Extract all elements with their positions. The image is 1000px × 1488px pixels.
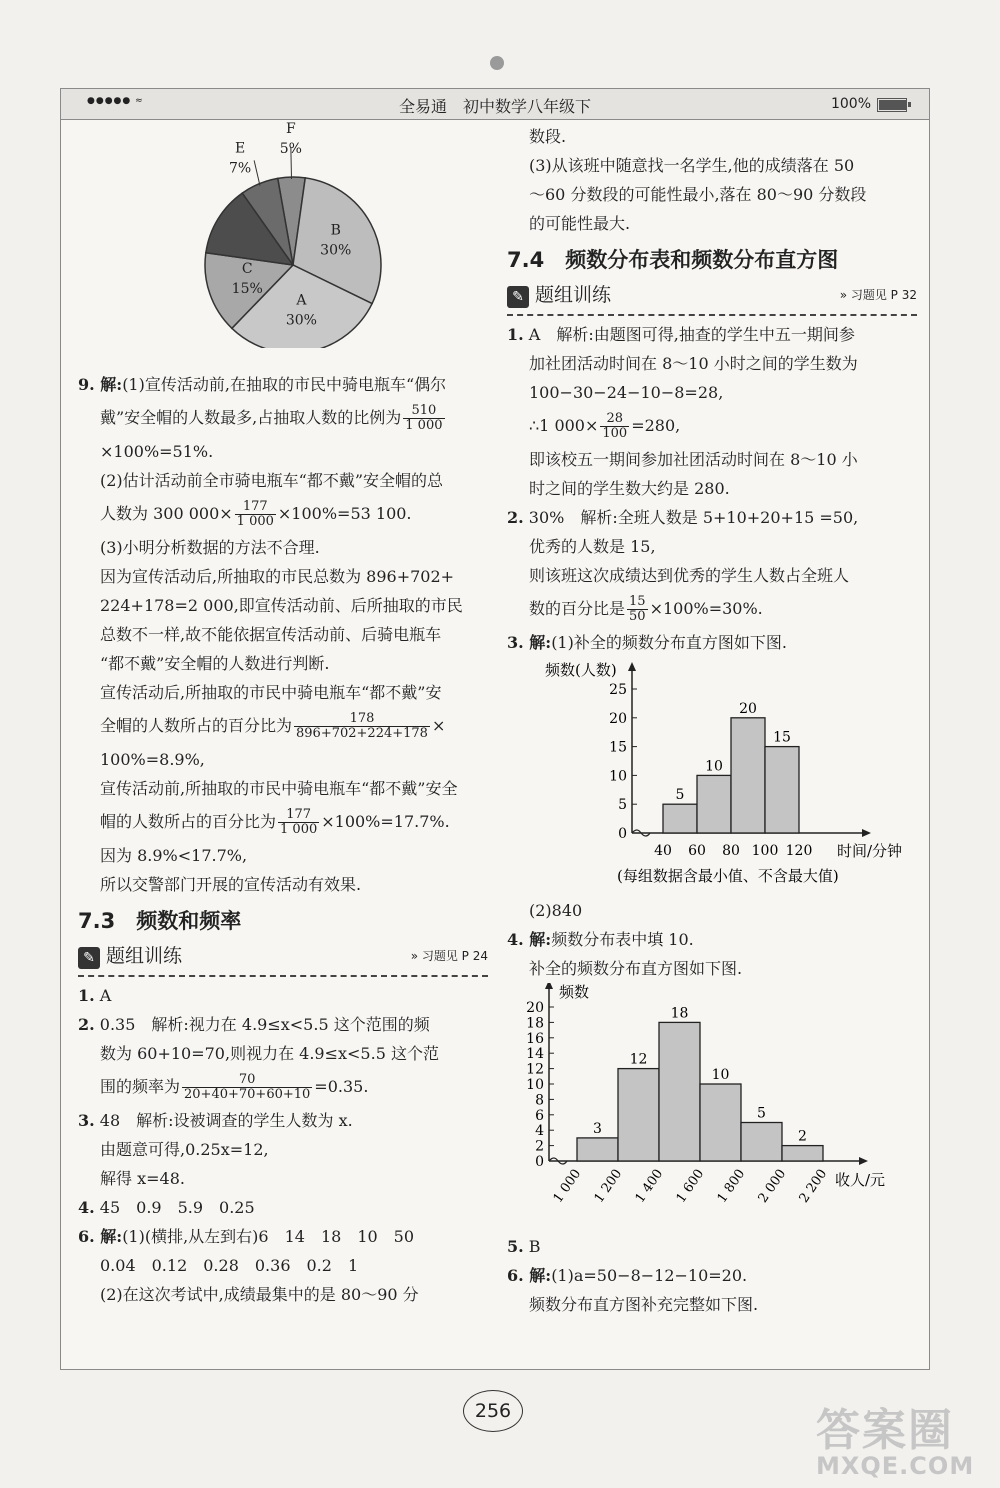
x-tick-label: 2 000 [755,1166,790,1206]
fraction [182,1073,312,1102]
bar-value-label: 5 [757,1105,766,1122]
right-column [507,122,917,1319]
fraction-denominator: 50 [629,609,646,624]
y-axis-arrow [628,662,636,671]
camera-dot [490,56,504,70]
watermark-line2: MXQE.COM [816,1452,975,1480]
line-text: (1)宣传活动前,在抽取的市民中骑电瓶车“偶尔 [122,375,447,394]
line-text: “都不戴”安全帽的人数进行判断. [100,654,330,673]
x-tick-label: 1 800 [714,1166,749,1206]
text-line [507,896,917,925]
fraction [403,404,444,433]
histogram-bar [618,1069,659,1161]
fraction [235,500,276,529]
x-tick-label: 40 [654,843,672,859]
y-tick-label: 18 [526,1015,544,1032]
x-tick-label: 120 [785,843,813,859]
pie-chart [190,118,400,348]
y-tick-label: 0 [535,1154,544,1170]
histogram-bar [741,1123,782,1162]
y-tick-label: 10 [609,768,627,785]
histogram-income [507,983,917,1223]
text-line [78,1280,488,1309]
line-text: (2)在这次考试中,成绩最集中的是 80～90 分 [100,1285,419,1304]
text-line [507,532,917,561]
fraction [627,595,648,624]
x-axis-arrow [859,1157,868,1165]
text-line [78,707,488,745]
line-text: 加社团活动时间在 8～10 小时之间的学生数为 [529,354,858,373]
text-line [507,209,917,238]
y-tick-label: 20 [526,1000,544,1016]
line-text-tail: ×100%=17.7%. [321,812,450,831]
line-text: 0.04 0.12 0.28 0.36 0.2 1 [100,1256,359,1275]
exercise-reference: » 习题见 P 32 [839,288,917,302]
text-line [507,1290,917,1319]
text-line [78,1135,488,1164]
text-line [507,1261,917,1290]
x-tick-label: 80 [722,843,740,859]
text-line [78,649,488,678]
text-line [78,562,488,591]
text-line [78,774,488,803]
text-line [78,745,488,774]
question-number: 6. 解: [507,1266,552,1285]
y-tick-label: 20 [609,710,627,727]
pie-percent-e: 7% [229,160,252,177]
line-text-tail: ×100%=30%. [649,599,763,618]
line-text: 48 解析:设被调查的学生人数为 x. [94,1111,353,1130]
histogram-bar [577,1138,618,1161]
y-axis-label: 频数 [559,983,590,1001]
x-axis-label: 收人/元 [835,1171,886,1189]
x-tick-label: 100 [751,843,779,859]
x-tick-label: 2 200 [796,1166,831,1206]
page-number: 256 [463,1390,523,1432]
bar-value-label: 3 [593,1120,602,1137]
text-line [507,590,917,628]
fraction-denominator: 1 000 [405,418,443,433]
question-number: 1. [507,325,524,344]
line-text: 0.35 解析:视力在 4.9≤x<5.5 这个范围的频 [94,1015,430,1034]
text-line [78,841,488,870]
line-text: ～60 分数段的可能性最小,落在 80～90 分数段 [529,185,867,204]
text-line [78,1068,488,1106]
line-text: 围的频率为 [100,1077,181,1096]
left-column [78,370,488,1309]
signal-icon: ●●●●● ≈ [87,96,144,106]
line-text: 所以交警部门开展的宣传活动有效果. [100,875,362,894]
text-line [507,445,917,474]
text-line [78,1010,488,1039]
text-line [507,378,917,407]
x-tick-label: 1 000 [550,1166,585,1206]
line-text: A [94,986,112,1005]
x-tick-label: 1 600 [673,1166,708,1206]
line-text: (1)(横排,从左到右)6 14 18 10 50 [122,1227,415,1246]
x-axis-label: 时间/分钟 [837,842,903,860]
y-tick-label: 14 [526,1046,544,1063]
bar-value-label: 20 [739,700,757,717]
text-line [507,349,917,378]
histogram-bar [659,1022,700,1161]
text-line [507,628,917,657]
line-text: ×100%=51%. [100,442,214,461]
bar-value-label: 15 [773,729,791,746]
text-line [507,180,917,209]
question-number: 3. [78,1111,95,1130]
fraction-denominator: 100 [602,426,628,441]
y-tick-label: 0 [618,826,627,842]
question-number: 1. [78,986,95,1005]
text-line [78,1106,488,1135]
text-line [78,1164,488,1193]
question-number: 2. [78,1015,95,1034]
bar-value-label: 12 [629,1051,648,1068]
y-tick-label: 5 [618,797,627,814]
text-line [78,1193,488,1222]
line-text-tail: =0.35. [314,1077,369,1096]
line-text-tail: × [431,716,446,735]
question-number: 4. [78,1198,95,1217]
x-axis-arrow [862,829,871,837]
line-text: 戴”安全帽的人数最多,占抽取人数的比例为 [100,408,402,427]
question-number: 3. 解: [507,633,552,652]
histogram-bar [782,1146,823,1161]
line-text: 人数为 300 000× [100,504,233,523]
text-line [507,1232,917,1261]
line-text: (1)补全的频数分布直方图如下图. [551,633,787,652]
section-7-3-title: 7.3 频数和频率 [78,909,242,933]
line-text: 优秀的人数是 15, [529,537,656,556]
line-text: 时之间的学生数大约是 280. [529,479,730,498]
text-line [507,561,917,590]
battery-icon [877,98,907,112]
chart-note: (每组数据含最小值、不含最大值) [617,867,839,885]
question-number: 5. [507,1237,524,1256]
line-text: B [523,1237,541,1256]
group-training-label: 题组训练 [106,945,183,967]
text-line [507,407,917,445]
pie-percent-b: 30% [320,242,352,259]
line-text: 补全的频数分布直方图如下图. [529,959,743,978]
text-line [78,399,488,437]
line-text: 全帽的人数所占的百分比为 [100,716,293,735]
line-text: 的可能性最大. [529,214,631,233]
group-training-header-7-3 [78,942,488,977]
line-text: ∴1 000× [529,416,599,435]
question-number: 2. [507,508,524,527]
y-tick-label: 16 [526,1030,544,1047]
question-number: 4. 解: [507,930,552,949]
line-text: (1)a=50−8−12−10=20. [551,1266,748,1285]
y-tick-label: 2 [535,1138,544,1155]
text-line [507,122,917,151]
histogram-bar [700,1084,741,1161]
bar-value-label: 5 [675,787,685,804]
pie-label-f: F [285,121,296,138]
question-number: 6. 解: [78,1227,123,1246]
histogram-bar [765,747,799,833]
line-text: 100%=8.9%, [100,750,205,769]
watermark-logo [816,1394,992,1478]
line-text: 帽的人数所占的百分比为 [100,812,277,831]
section-7-4-title: 7.4 频数分布表和频数分布直方图 [507,248,839,272]
book-title: 全易通 初中数学八年级下 [398,97,591,116]
line-text: 数段. [529,127,567,146]
line-text: (3)小明分析数据的方法不合理. [100,538,320,557]
fraction-denominator: 896+702+224+178 [296,726,428,741]
text-line [78,437,488,466]
bar-value-label: 10 [705,758,723,775]
line-text: 数为 60+10=70,则视力在 4.9≤x<5.5 这个范 [100,1044,439,1063]
y-tick-label: 10 [526,1077,544,1093]
text-line [507,474,917,503]
text-line [78,678,488,707]
line-text: 频数分布表中填 10. [551,930,694,949]
bar-value-label: 18 [670,1005,689,1022]
fraction-denominator: 1 000 [236,514,274,529]
line-text-tail: =280, [631,416,681,435]
line-text: 总数不一样,故不能依据宣传活动前、后骑电瓶车 [100,625,442,644]
text-line [507,954,917,983]
fraction-numerator: 177 [235,500,276,515]
pencil-icon: ✎ [507,286,529,308]
line-text: 100−30−24−10−8=28, [529,383,724,402]
bar-value-label: 10 [711,1067,730,1083]
text-line [78,591,488,620]
text-line [78,370,488,399]
line-text: 解得 x=48. [100,1169,185,1188]
y-tick-label: 15 [609,739,627,756]
text-line [78,620,488,649]
fraction [278,808,319,837]
line-text: 30% 解析:全班人数是 5+10+20+15 =50, [523,508,859,527]
text-line [78,870,488,899]
fraction-numerator: 177 [278,808,319,823]
pie-label-e: E [234,140,246,157]
y-axis-label: 频数(人数) [545,661,617,679]
exercise-reference: » 习题见 P 24 [410,949,488,963]
group-training-label: 题组训练 [535,284,612,306]
watermark-line1: 答案圈 [816,1405,954,1456]
y-tick-label: 25 [609,682,627,698]
x-tick-label: 1 400 [632,1166,667,1206]
fraction-numerator: 510 [403,404,444,419]
question-number: 9. 解: [78,375,123,394]
text-line [78,1039,488,1068]
x-tick-label: 1 200 [591,1166,626,1206]
line-text: 224+178=2 000,即宣传活动前、后所抽取的市民 [100,596,463,615]
fraction-numerator: 70 [182,1073,312,1088]
histogram-bar [731,718,765,833]
text-line [78,803,488,841]
y-tick-label: 12 [526,1061,544,1078]
fraction-numerator: 15 [629,594,646,609]
pie-percent-a: 30% [285,312,317,329]
text-line [78,466,488,495]
text-line [507,503,917,532]
pie-leader-line [254,160,260,185]
text-line [78,981,488,1010]
line-text: 宣传活动前,所抽取的市民中骑电瓶车“都不戴”安全 [100,779,458,798]
fraction-denominator: 1 000 [280,822,318,837]
pie-percent-f: 5% [279,141,302,158]
text-line [78,1251,488,1280]
text-line [507,925,917,954]
battery-percent: 100% [830,96,871,112]
line-text-tail: ×100%=53 100. [277,504,412,523]
pie-label-a: A [296,292,307,309]
text-line [78,1222,488,1251]
fraction-denominator: 20+40+70+60+10 [184,1087,311,1102]
line-text: 因为 8.9%<17.7%, [100,846,248,865]
y-tick-label: 8 [535,1092,544,1109]
status-bar [61,89,929,120]
line-text: A 解析:由题图可得,抽查的学生中五一期间参 [523,325,855,344]
histogram-bar [697,775,731,833]
pie-label-b: B [330,222,341,239]
fraction-numerator: 178 [294,712,430,727]
fraction [294,712,430,741]
line-text: 频数分布直方图补充完整如下图. [529,1295,759,1314]
y-tick-label: 4 [535,1123,544,1140]
bar-value-label: 2 [798,1128,807,1145]
line-text: 则该班这次成绩达到优秀的学生人数占全班人 [529,566,850,585]
battery-fill [879,100,907,110]
line-text: (3)从该班中随意找一名学生,他的成绩落在 50 [529,156,855,175]
histogram-time [507,657,907,887]
line-text: 即该校五一期间参加社团活动时间在 8～10 小 [529,450,858,469]
line-text: 宣传活动后,所抽取的市民中骑电瓶车“都不戴”安 [100,683,442,702]
y-axis-arrow [545,983,553,989]
line-text: 数的百分比是 [529,599,626,618]
fraction [600,412,629,441]
y-tick-label: 6 [535,1107,544,1124]
line-text: 45 0.9 5.9 0.25 [94,1198,255,1217]
line-text: (2)840 [529,901,583,920]
line-text: (2)估计活动前全市骑电瓶车“都不戴”安全帽的总 [100,471,444,490]
group-training-header-7-4 [507,281,917,316]
text-line [78,495,488,533]
line-text: 由题意可得,0.25x=12, [100,1140,269,1159]
x-tick-label: 60 [688,843,706,859]
text-line [507,320,917,349]
pie-label-c: C [241,260,253,277]
fraction-numerator: 28 [600,412,629,427]
line-text: 因为宣传活动后,所抽取的市民总数为 896+702+ [100,567,455,586]
pie-percent-c: 15% [231,280,263,297]
histogram-bar [663,804,697,833]
text-line [78,533,488,562]
text-line [507,151,917,180]
pencil-icon: ✎ [78,947,100,969]
